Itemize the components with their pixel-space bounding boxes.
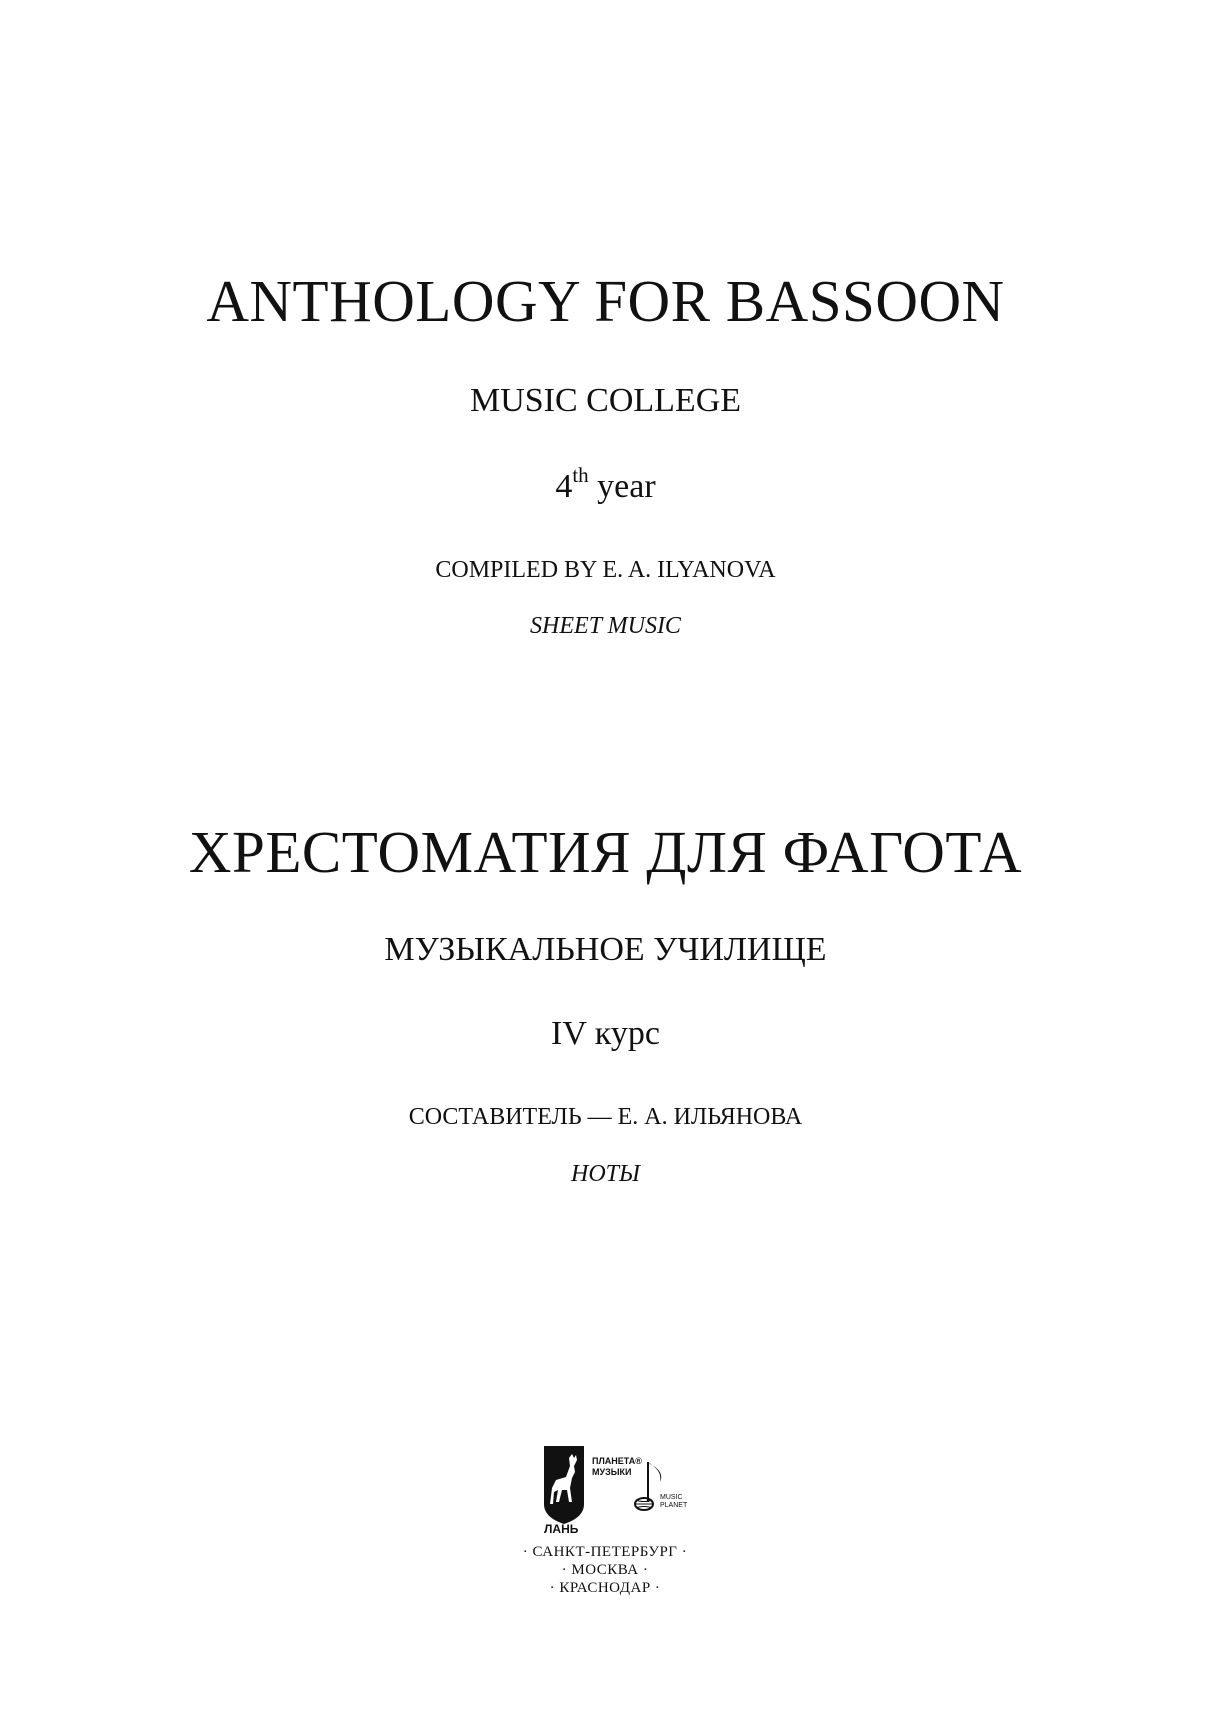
english-subtitle: MUSIC COLLEGE — [469, 382, 742, 419]
russian-format: НОТЫ — [571, 1161, 640, 1187]
year-word: year — [597, 468, 656, 505]
lan-logo-text: ЛАНЬ — [544, 1522, 579, 1536]
music-planet-line2: PLANET — [660, 1502, 688, 1509]
planet-logo-text — [592, 1456, 642, 1478]
russian-subtitle: МУЗЫКАЛЬНОЕ УЧИЛИЩЕ — [384, 931, 827, 968]
planet-line2: МУЗЫКИ — [592, 1467, 632, 1477]
music-planet-line1: MUSIC — [660, 1494, 683, 1501]
english-year — [0, 463, 1211, 505]
russian-compiler: СОСТАВИТЕЛЬ — Е. А. ИЛЬЯНОВА — [408, 1104, 803, 1130]
lan-deer-logo-icon — [542, 1444, 586, 1530]
music-planet-text — [660, 1494, 687, 1510]
english-compiler: COMPILED BY E. A. ILYANOVA — [435, 557, 776, 583]
city-moscow: · МОСКВА · — [561, 1562, 649, 1578]
english-format: SHEET MUSIC — [530, 613, 681, 639]
year-suffix: th — [572, 463, 589, 487]
publisher-block — [500, 1444, 710, 1604]
city-saint-petersburg: · САНКТ-ПЕТЕРБУРГ · — [522, 1544, 688, 1560]
russian-year: IV курс — [551, 1015, 660, 1052]
registered-mark: ® — [635, 1456, 642, 1466]
planet-line1: ПЛАНЕТА — [592, 1456, 636, 1466]
russian-title: ХРЕСТОМАТИЯ ДЛЯ ФАГОТА — [188, 819, 1023, 885]
year-number: 4 — [555, 468, 573, 505]
english-title: ANTHOLOGY FOR BASSOON — [206, 268, 1005, 334]
city-krasnodar: · КРАСНОДАР · — [549, 1580, 661, 1596]
